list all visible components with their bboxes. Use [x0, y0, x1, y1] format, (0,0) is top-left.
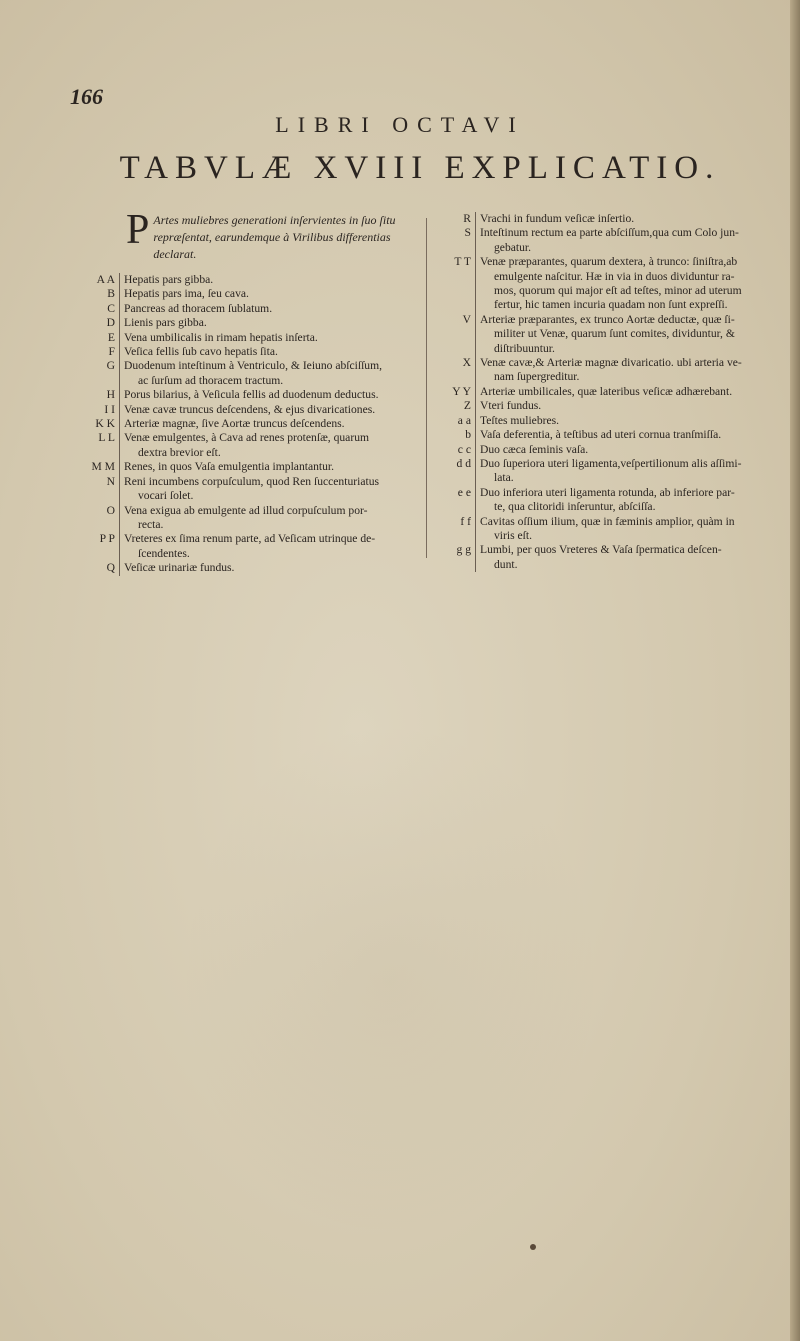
legend-entry — [430, 226, 800, 255]
legend-entry — [74, 403, 426, 417]
legend-entry — [430, 486, 800, 515]
legend-line: Veſicæ urinariæ fundus. — [124, 561, 235, 575]
legend-entry — [430, 313, 800, 356]
legend-line: Reni incumbens corpuſculum, quod Ren ſuccenturiatus — [124, 474, 380, 488]
ink-mark — [530, 1244, 536, 1250]
left-column — [74, 207, 426, 576]
drop-cap: P — [126, 207, 150, 253]
page-number: 166 — [70, 84, 103, 109]
legend-line: emulgente naſcitur. Hæ in via in duos dividuntur ra- — [494, 269, 735, 283]
table-title: TABVLÆ XVIII EXPLICATIO. — [119, 150, 721, 186]
legend-label: D — [74, 316, 120, 330]
legend-text — [476, 457, 800, 486]
legend-label: c c — [430, 443, 476, 457]
legend-label: d d — [430, 457, 476, 486]
legend-entry — [74, 475, 426, 504]
legend-label: g g — [430, 543, 476, 572]
legend-label: N — [74, 475, 120, 504]
legend-line: Venæ cavæ,& Arteriæ magnæ divaricatio. ubi arteria ve- — [480, 356, 742, 370]
legend-entry — [74, 359, 426, 388]
legend-line: viris eſt. — [494, 528, 532, 542]
legend-line: Duo inferiora uteri ligamenta rotunda, ab inferiore par- — [480, 485, 735, 499]
page-stain — [180, 720, 600, 1240]
legend-text — [476, 255, 800, 313]
legend-line: Duodenum inteſtinum à Ventriculo, & Ieiuno abſciſſum, — [124, 359, 383, 373]
legend-line: Duo ſuperiora uteri ligamenta,veſpertilionum alis aſſimi- — [480, 456, 742, 470]
legend-line: Arteriæ magnæ, ſive Aortæ truncus deſcendens. — [124, 417, 345, 431]
legend-line: Inteſtinum rectum ea parte abſciſſum,qua cum Colo jun- — [480, 226, 739, 240]
legend-entry — [430, 457, 800, 486]
legend-text — [476, 385, 800, 399]
legend-label: L L — [74, 431, 120, 460]
legend-line: fertur, hic tamen incuria quadam non ſunt expreſſi. — [494, 298, 728, 312]
legend-line: Duo cæca ſeminis vaſa. — [480, 442, 589, 456]
legend-line: recta. — [138, 517, 164, 531]
legend-entry — [430, 356, 800, 385]
legend-line: mos, quorum qui major eſt ad teſtes, minor ad uterum — [494, 284, 742, 298]
legend-text — [120, 316, 426, 330]
legend-line: Vaſa deferentia, à teſtibus ad uteri cornua tranſmiſſa. — [480, 428, 722, 442]
legend-label: T T — [430, 255, 476, 313]
legend-label: e e — [430, 486, 476, 515]
legend-label: Y Y — [430, 385, 476, 399]
legend-entry — [74, 417, 426, 431]
legend-line: Arteriæ præparantes, ex trunco Aortæ deductæ, quæ ſi- — [480, 312, 735, 326]
legend-text — [120, 475, 426, 504]
legend-line: te, qua clitoridi inſeruntur, abſciſſa. — [494, 500, 656, 514]
legend-text — [476, 313, 800, 356]
legend-line: Hepatis pars ima, ſeu cava. — [124, 287, 249, 301]
legend-line: nam ſupergreditur. — [494, 370, 580, 384]
legend-label: P P — [74, 532, 120, 561]
legend-entry — [74, 302, 426, 316]
legend-text — [476, 443, 800, 457]
legend-line: ac ſurſum ad thoracem tractum. — [138, 373, 284, 387]
legend-line: Vteri fundus. — [480, 399, 542, 413]
legend-line: Cavitas oſſium ilium, quæ in fæminis amplior, quàm in — [480, 514, 735, 528]
legend-line: Arteriæ umbilicales, quæ lateribus veſicæ adhærebant. — [480, 384, 733, 398]
column-divider — [426, 218, 427, 558]
legend-text — [120, 302, 426, 316]
legend-entry — [74, 331, 426, 345]
legend-text — [120, 287, 426, 301]
legend-line: Vena exigua ab emulgente ad illud corpuſculum por- — [124, 503, 368, 517]
legend-line: gebatur. — [494, 240, 532, 254]
legend-entry — [74, 316, 426, 330]
legend-label: R — [430, 212, 476, 226]
right-legend-list — [430, 212, 800, 572]
legend-text — [476, 226, 800, 255]
legend-label: Z — [430, 399, 476, 413]
legend-label: S — [430, 226, 476, 255]
legend-line: Venæ præparantes, quarum dextera, à trunco: ſiniſtra,ab — [480, 255, 738, 269]
legend-entry — [430, 543, 800, 572]
legend-label: G — [74, 359, 120, 388]
legend-text — [120, 532, 426, 561]
legend-line: Porus bilarius, à Veſicula fellis ad duodenum deductus. — [124, 388, 379, 402]
legend-line: militer ut Venæ, quarum ſunt comites, dividuntur, & — [494, 327, 735, 341]
legend-text — [120, 460, 426, 474]
legend-line: Renes, in quos Vaſa emulgentia implantantur. — [124, 460, 335, 474]
legend-line: diſtribuuntur. — [494, 341, 555, 355]
legend-line: Lienis pars gibba. — [124, 316, 207, 330]
legend-entry — [430, 212, 800, 226]
legend-entry — [430, 443, 800, 457]
legend-label: E — [74, 331, 120, 345]
legend-line: vocari ſolet. — [138, 489, 194, 503]
legend-label: a a — [430, 414, 476, 428]
legend-label: C — [74, 302, 120, 316]
legend-entry — [74, 460, 426, 474]
legend-label: O — [74, 504, 120, 533]
legend-entry — [430, 428, 800, 442]
legend-label: A A — [74, 273, 120, 287]
legend-line: ſcendentes. — [138, 546, 190, 560]
legend-line: Pancreas ad thoracem ſublatum. — [124, 301, 273, 315]
legend-line: Veſica fellis ſub cavo hepatis ſita. — [124, 345, 278, 359]
legend-entry — [430, 255, 800, 313]
legend-label: M M — [74, 460, 120, 474]
legend-line: Hepatis pars gibba. — [124, 273, 214, 286]
legend-text — [120, 403, 426, 417]
legend-label: V — [430, 313, 476, 356]
legend-entry — [430, 515, 800, 544]
left-legend-list — [74, 273, 426, 576]
legend-line: Vreteres ex ſima renum parte, ad Veſicam utrinque de- — [124, 532, 376, 546]
intro-paragraph — [126, 207, 422, 263]
legend-label: H — [74, 388, 120, 402]
legend-line: Vena umbilicalis in rimam hepatis inſerta. — [124, 330, 318, 344]
legend-line: Venæ cavæ truncus deſcendens, & ejus divaricationes. — [124, 402, 376, 416]
legend-text — [120, 388, 426, 402]
legend-text — [120, 417, 426, 431]
legend-label: f f — [430, 515, 476, 544]
legend-label: K K — [74, 417, 120, 431]
legend-line: Lumbi, per quos Vreteres & Vaſa ſpermatica deſcen- — [480, 543, 722, 557]
legend-text — [476, 414, 800, 428]
legend-text — [476, 399, 800, 413]
legend-line: Vrachi in fundum veſicæ inſertio. — [480, 212, 635, 225]
legend-text — [476, 515, 800, 544]
chapter-title: LIBRI OCTAVI — [275, 112, 525, 137]
legend-line: Teſtes muliebres. — [480, 413, 560, 427]
legend-text — [120, 561, 426, 575]
legend-text — [476, 543, 800, 572]
legend-entry — [430, 399, 800, 413]
legend-entry — [430, 385, 800, 399]
page-edge — [790, 0, 800, 1341]
right-column — [430, 212, 800, 572]
legend-line: lata. — [494, 471, 514, 485]
legend-entry — [74, 561, 426, 575]
legend-text — [476, 428, 800, 442]
intro-text: Artes muliebres generationi inſervientes in ſuo ſitu repræſentat, earundemque à Virilibus differentias declarat. — [153, 213, 396, 261]
legend-line: dextra brevior eſt. — [138, 445, 221, 459]
legend-line: Venæ emulgentes, à Cava ad renes protenſæ, quarum — [124, 431, 370, 445]
legend-text — [120, 359, 426, 388]
legend-text — [120, 504, 426, 533]
legend-line: dunt. — [494, 557, 518, 571]
legend-text — [120, 345, 426, 359]
legend-text — [120, 273, 426, 287]
legend-entry — [74, 273, 426, 287]
legend-entry — [74, 287, 426, 301]
legend-label: F — [74, 345, 120, 359]
legend-label: I I — [74, 403, 120, 417]
legend-text — [476, 356, 800, 385]
legend-entry — [430, 414, 800, 428]
legend-label: Q — [74, 561, 120, 575]
legend-entry — [74, 431, 426, 460]
legend-entry — [74, 532, 426, 561]
legend-entry — [74, 504, 426, 533]
legend-label: b — [430, 428, 476, 442]
legend-label: B — [74, 287, 120, 301]
legend-text — [476, 486, 800, 515]
legend-text — [120, 331, 426, 345]
legend-text — [476, 212, 800, 226]
legend-label: X — [430, 356, 476, 385]
legend-entry — [74, 388, 426, 402]
legend-entry — [74, 345, 426, 359]
legend-text — [120, 431, 426, 460]
